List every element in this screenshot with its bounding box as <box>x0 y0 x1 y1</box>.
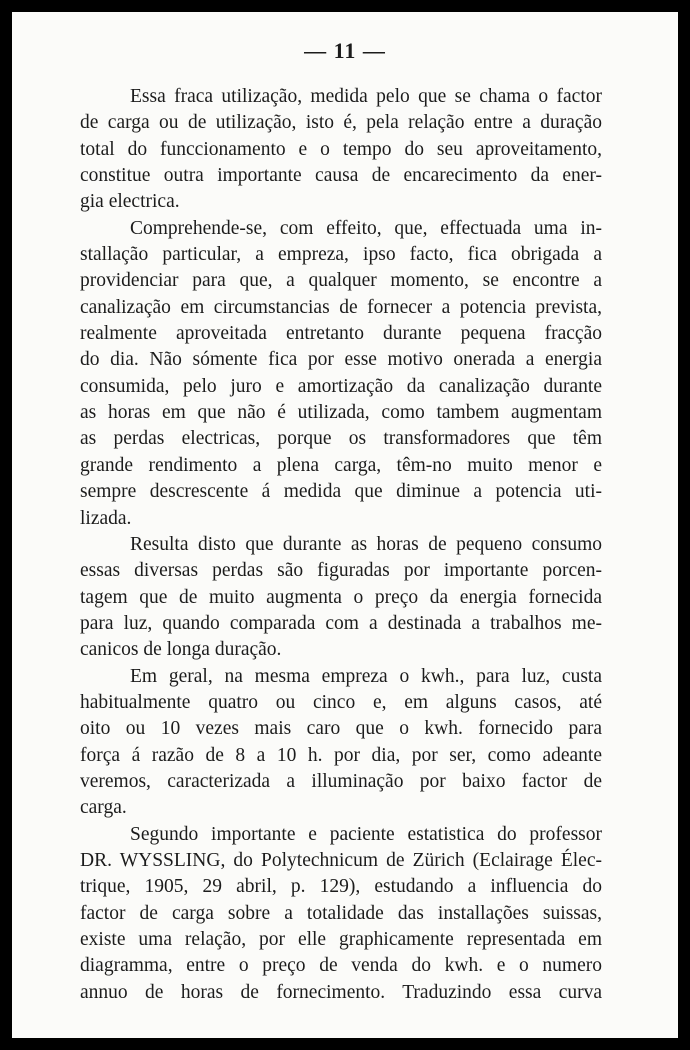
text-line: Em geral, na mesma empreza o kwh., para luz, custa <box>130 665 602 687</box>
text-line: factor de carga sobre a totalidade das installações suissas, <box>80 902 602 924</box>
text-line: para luz, quando comparada com a destinada a trabalhos me- <box>80 612 602 634</box>
body-text <box>80 84 602 1006</box>
text-line: veremos, caracterizada a illuminação por baixo factor de <box>80 770 602 792</box>
text-line: essas diversas perdas são figuradas por importante porcen- <box>80 560 602 582</box>
text-line: canicos de longa duração. <box>80 639 282 661</box>
text-line: total do funccionamento e o tempo do seu aproveitamento, <box>80 138 602 160</box>
text-line: do dia. Não sómente fica por esse motivo onerada a energia <box>80 349 602 371</box>
text-line: força á razão de 8 a 10 h. por dia, por ser, como adeante <box>80 744 602 766</box>
text-line: Comprehende-se, com effeito, que, effectuada uma in- <box>130 217 602 239</box>
text-line: consumida, pelo juro e amortização da canalização durante <box>80 375 602 397</box>
text-line: realmente aproveitada entretanto durante pequena fracção <box>80 323 602 345</box>
text-line: canalização em circumstancias de fornecer a potencia prevista, <box>80 296 602 318</box>
text-line: gia electrica. <box>80 191 180 213</box>
text-line: Essa fraca utilização, medida pelo que se chama o factor <box>130 86 602 107</box>
text-line: diagramma, entre o preço de venda do kwh. e o numero <box>80 955 602 977</box>
text-line: sempre descrescente á medida que diminue a potencia uti- <box>80 481 602 503</box>
text-line: Segundo importante e paciente estatistica do professor <box>130 823 602 845</box>
text-line: existe uma relação, por elle graphicamente representada em <box>80 929 602 950</box>
text-line: carga. <box>80 797 127 819</box>
page-number: — 11 — <box>304 38 386 63</box>
text-line: Resulta disto que durante as horas de pequeno consumo <box>130 533 602 555</box>
text-line: de carga ou de utilização, isto é, pela relação entre a duração <box>80 112 602 134</box>
text-line: lizada. <box>80 507 132 529</box>
text-line: as perdas electricas, porque os transformadores que têm <box>80 428 602 450</box>
text-line: oito ou 10 vezes mais caro que o kwh. fornecido para <box>80 718 602 740</box>
book-page <box>12 12 678 1038</box>
text-line: DR. WYSSLING, do Polytechnicum de Zürich (Eclairage Élec- <box>80 849 602 871</box>
text-line: tagem que de muito augmenta o preço da energia fornecida <box>80 586 602 608</box>
text-line: annuo de horas de fornecimento. Traduzindo essa curva <box>80 981 602 1003</box>
text-line: stallação particular, a empreza, ipso facto, fica obrigada a <box>80 244 602 266</box>
text-line: habitualmente quatro ou cinco e, em alguns casos, até <box>80 691 602 713</box>
text-line: constitue outra importante causa de encarecimento da ener- <box>80 165 602 187</box>
text-line: grande rendimento a plena carga, têm-no muito menor e <box>80 454 602 476</box>
text-line: as horas em que não é utilizada, como tambem augmentam <box>80 402 602 424</box>
text-line: providenciar para que, a qualquer momento, se encontre a <box>80 270 602 292</box>
text-line: trique, 1905, 29 abril, p. 129), estudando a influencia do <box>80 876 602 898</box>
